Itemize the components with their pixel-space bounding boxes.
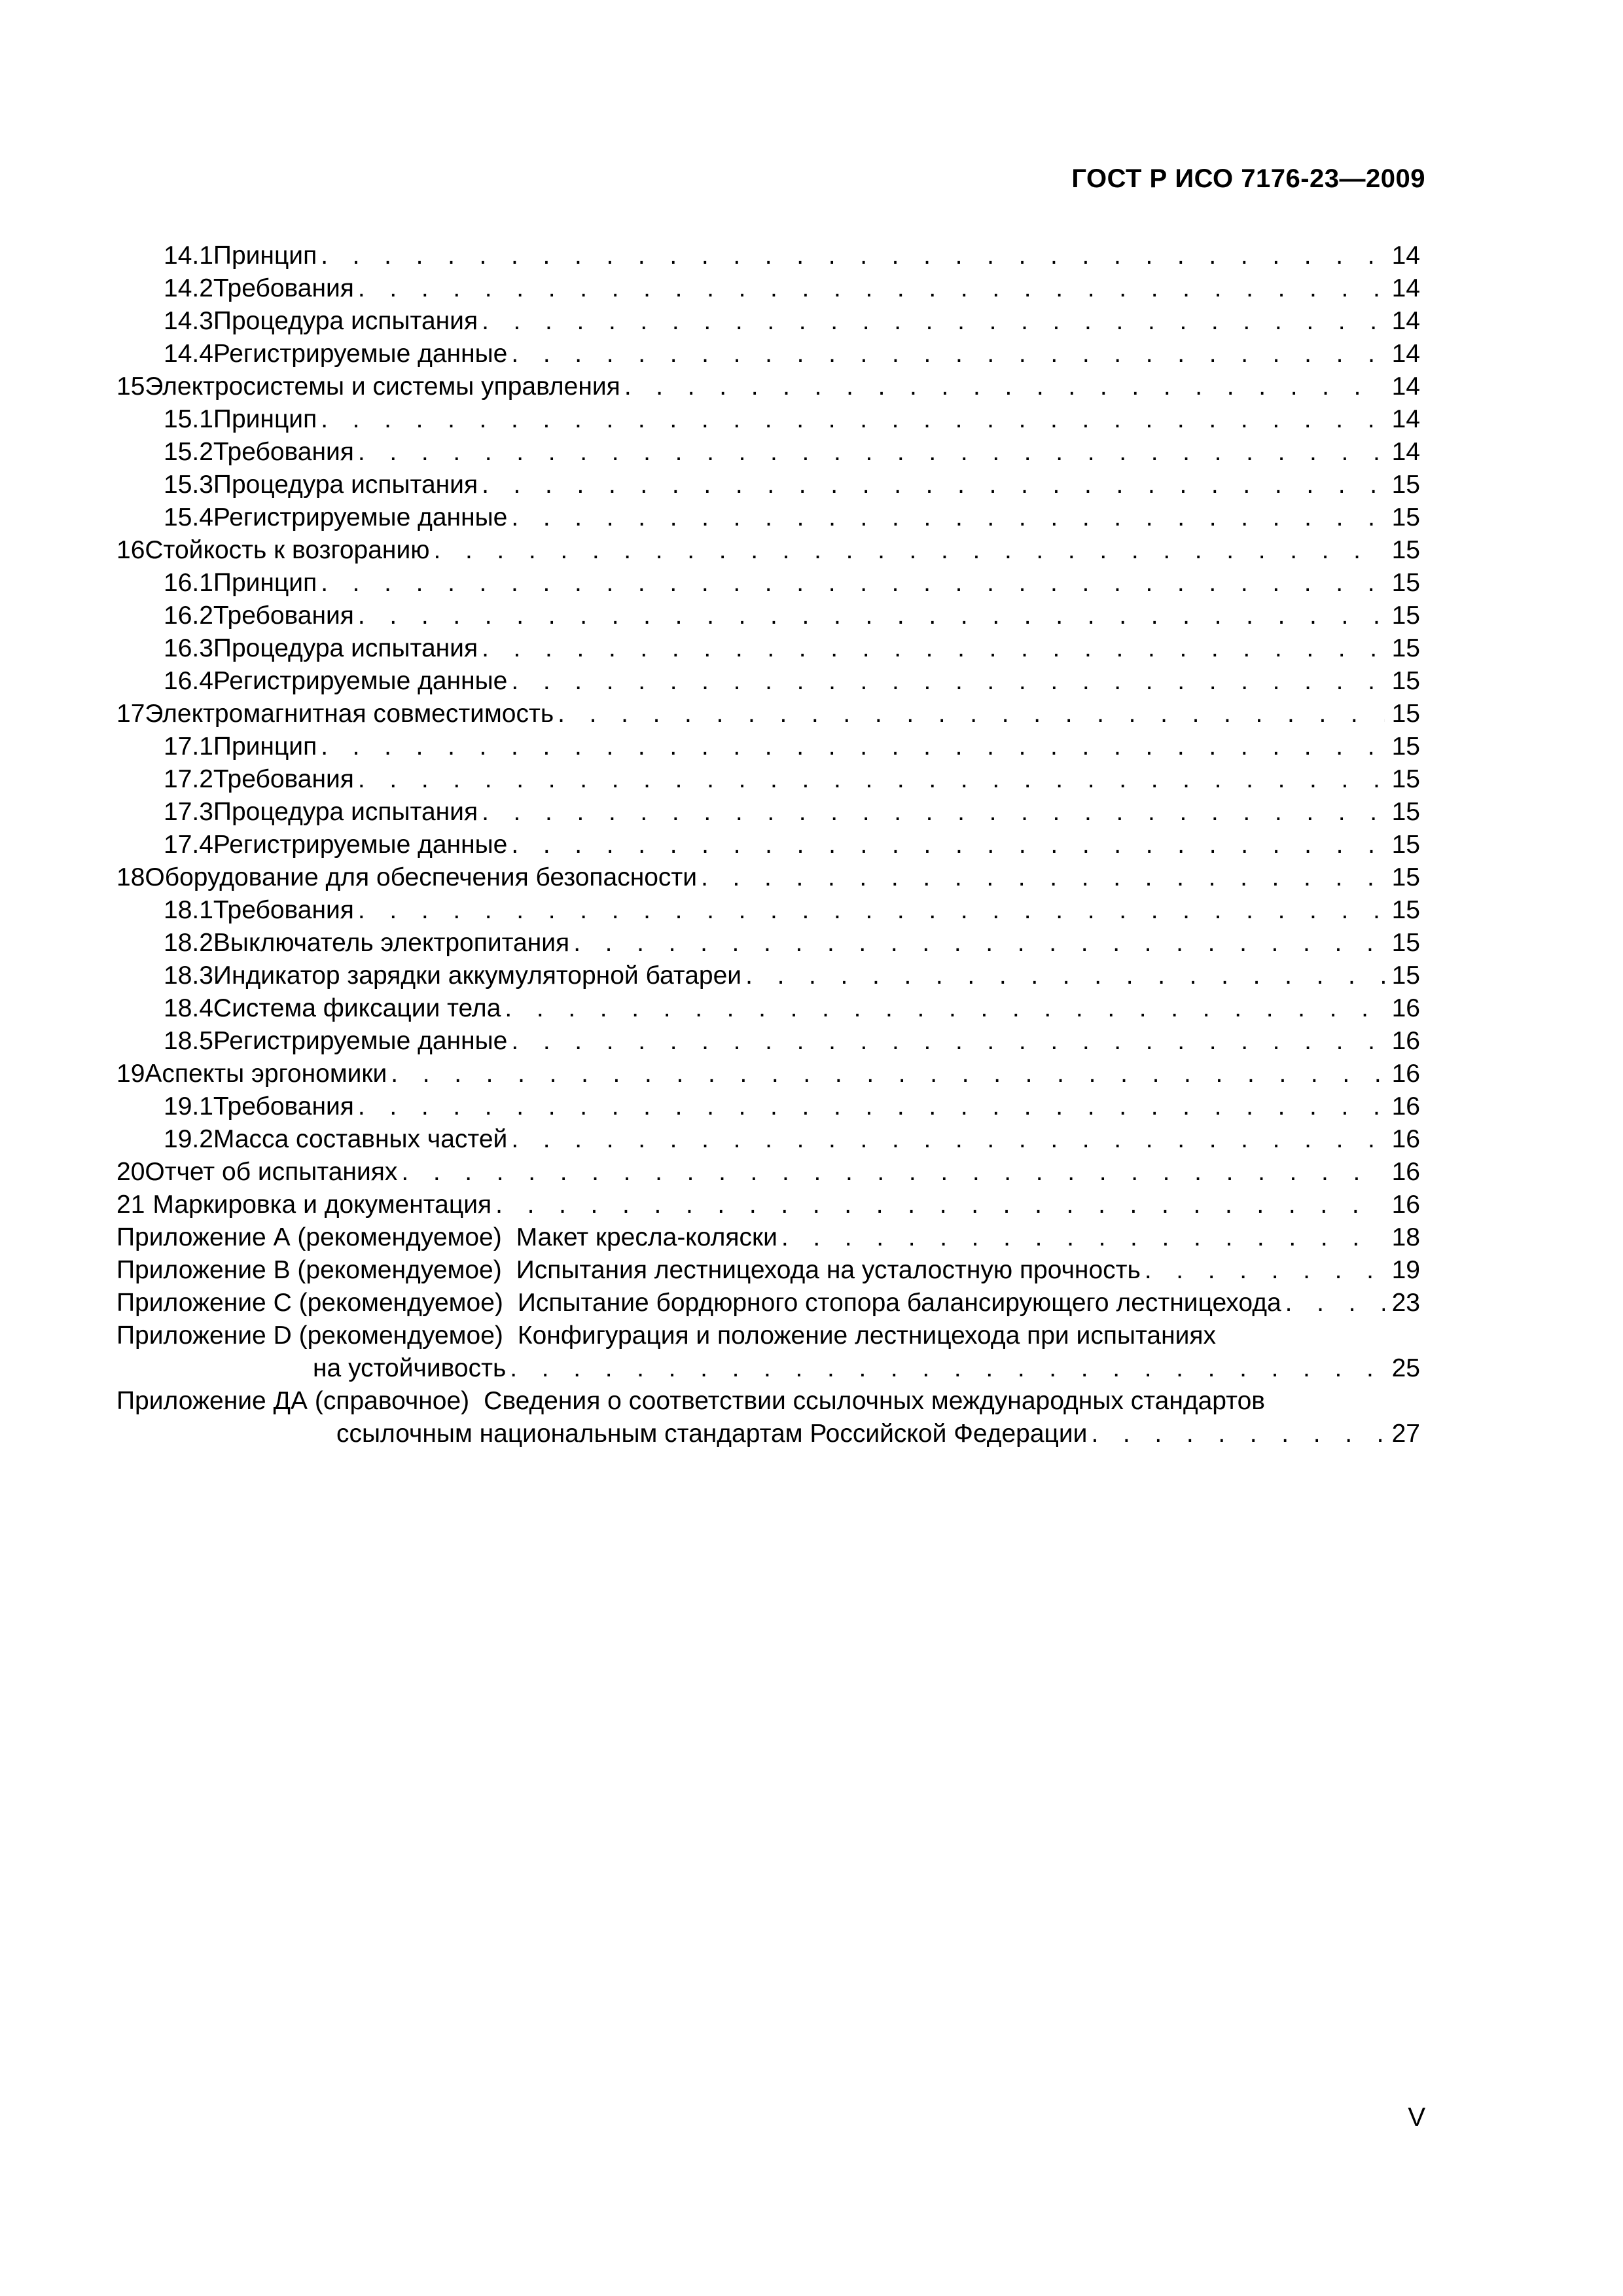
toc-entry-number: 18.1	[164, 896, 213, 924]
dot-leader	[358, 894, 1385, 927]
toc-entry-title: Процедура испытания	[213, 634, 478, 662]
toc-entry-number: 18.4	[164, 994, 213, 1022]
toc-entry[interactable]	[116, 305, 1420, 338]
toc-section-title: Оборудование для обеспечения безопасности	[145, 863, 698, 891]
toc-entry-page: 15	[1391, 798, 1420, 826]
toc-entry-page: 14	[1391, 242, 1420, 270]
toc-entry[interactable]	[116, 927, 1420, 960]
toc-entry[interactable]	[116, 436, 1420, 469]
toc-entry-number: 16.1	[164, 569, 213, 597]
toc-entry-number: 18.3	[164, 961, 213, 990]
toc-entry-number: 15.1	[164, 405, 213, 433]
toc-entry-number: 16.2	[164, 601, 213, 630]
toc-entry-title: Выключатель электропитания	[213, 929, 570, 957]
appendix-label: Приложение D (рекомендуемое)	[116, 1321, 503, 1350]
toc-entry-page: 14	[1391, 340, 1420, 368]
toc-entry-title: Требования	[213, 601, 354, 630]
dot-leader	[482, 469, 1385, 501]
toc-entry-page: 16	[1391, 1027, 1420, 1055]
dot-leader	[511, 665, 1385, 698]
toc-entry[interactable]	[116, 992, 1420, 1025]
toc-appendix-continuation[interactable]	[116, 1352, 1420, 1385]
toc-entry-page: 14	[1391, 405, 1420, 433]
toc-entry-number: 14.1	[164, 242, 213, 270]
dot-leader	[511, 1025, 1385, 1058]
dot-leader	[433, 534, 1385, 567]
dot-leader	[511, 338, 1385, 370]
toc-entry-page: 15	[1391, 732, 1420, 761]
dot-leader	[511, 501, 1385, 534]
toc-entry-title: Регистрируемые данные	[213, 503, 508, 531]
toc-appendix-continuation[interactable]	[116, 1418, 1420, 1450]
dot-leader	[1285, 1287, 1385, 1319]
toc-entry-number: 19.2	[164, 1125, 213, 1153]
dot-leader	[1145, 1254, 1385, 1287]
toc-entry-page: 15	[1391, 667, 1420, 695]
toc-section-number: 20	[116, 1158, 145, 1186]
dot-leader	[701, 861, 1385, 894]
toc-entry[interactable]	[116, 567, 1420, 600]
toc-entry-page: 15	[1391, 634, 1420, 662]
toc-entry[interactable]	[116, 632, 1420, 665]
toc-entry-number: 14.4	[164, 340, 213, 368]
appendix-title-continuation: на устойчивость	[313, 1354, 507, 1382]
appendix-title: Испытания лестницехода на усталостную прочность	[516, 1256, 1141, 1284]
toc-entry-title: Регистрируемые данные	[213, 340, 508, 368]
toc-entry[interactable]	[116, 730, 1420, 763]
toc-entry-title: Регистрируемые данные	[213, 667, 508, 695]
toc-entry-number: 14.2	[164, 274, 213, 302]
appendix-title: Макет кресла-коляски	[516, 1223, 777, 1251]
dot-leader	[624, 370, 1385, 403]
dot-leader	[321, 730, 1385, 763]
dot-leader	[482, 632, 1385, 665]
appendix-label: Приложение С (рекомендуемое)	[116, 1289, 503, 1317]
toc-entry-number: 17.4	[164, 831, 213, 859]
page-number: V	[1408, 2103, 1425, 2132]
toc-entry-number: 16.4	[164, 667, 213, 695]
toc-section-title: Аспекты эргономики	[145, 1060, 387, 1088]
toc-entry-title: Требования	[213, 1092, 354, 1121]
toc-section-page: 14	[1391, 372, 1420, 401]
toc-entry[interactable]	[116, 960, 1420, 992]
toc-entry-page: 15	[1391, 471, 1420, 499]
toc-entry-title: Требования	[213, 274, 354, 302]
toc-section-number: 18	[116, 863, 145, 891]
toc-entry-title: Принцип	[213, 732, 317, 761]
toc-entry-number: 15.4	[164, 503, 213, 531]
toc-entry[interactable]	[116, 272, 1420, 305]
toc-entry-page: 16	[1391, 1092, 1420, 1121]
dot-leader	[573, 927, 1385, 960]
toc-section-title: Электромагнитная совместимость	[145, 700, 554, 728]
dot-leader	[401, 1156, 1385, 1189]
dot-leader	[511, 829, 1385, 861]
toc-entry-page: 15	[1391, 601, 1420, 630]
dot-leader	[510, 1352, 1385, 1385]
toc-entry-title: Требования	[213, 765, 354, 793]
appendix-label: Приложение ДА (справочное)	[116, 1387, 470, 1415]
toc-entry-page: 15	[1391, 765, 1420, 793]
toc-entry-title: Требования	[213, 896, 354, 924]
toc-section-page: 16	[1391, 1191, 1420, 1219]
toc-section-page: 16	[1391, 1060, 1420, 1088]
toc-entry[interactable]	[116, 763, 1420, 796]
toc-appendix[interactable]	[116, 1221, 1420, 1254]
toc-section[interactable]	[116, 698, 1420, 730]
toc-entry-number: 18.5	[164, 1027, 213, 1055]
appendix-page: 19	[1391, 1256, 1420, 1284]
toc-section-title: Электросистемы и системы управления	[145, 372, 620, 401]
toc-entry[interactable]	[116, 240, 1420, 272]
appendix-page: 23	[1391, 1289, 1420, 1317]
dot-leader	[495, 1189, 1385, 1221]
toc-entry-number: 17.3	[164, 798, 213, 826]
dot-leader	[558, 698, 1385, 730]
table-of-contents	[116, 240, 1420, 1450]
toc-entry-number: 15.3	[164, 471, 213, 499]
dot-leader	[505, 992, 1385, 1025]
toc-entry-number: 17.1	[164, 732, 213, 761]
toc-entry[interactable]	[116, 338, 1420, 370]
toc-entry[interactable]	[116, 1123, 1420, 1156]
toc-entry-number: 17.2	[164, 765, 213, 793]
toc-entry[interactable]	[116, 665, 1420, 698]
toc-entry[interactable]	[116, 600, 1420, 632]
toc-section[interactable]	[116, 1058, 1420, 1090]
dot-leader	[321, 567, 1385, 600]
toc-entry-page: 15	[1391, 961, 1420, 990]
toc-entry-title: Принцип	[213, 405, 317, 433]
appendix-title: Испытание бордюрного стопора балансирующего лестницехода	[517, 1289, 1281, 1317]
toc-entry-title: Процедура испытания	[213, 471, 478, 499]
toc-entry[interactable]	[116, 1025, 1420, 1058]
toc-entry-page: 15	[1391, 569, 1420, 597]
toc-section[interactable]	[116, 370, 1420, 403]
toc-entry[interactable]	[116, 469, 1420, 501]
dot-leader	[358, 600, 1385, 632]
appendix-label: Приложение В (рекомендуемое)	[116, 1256, 502, 1284]
toc-section-title: Стойкость к возгоранию	[145, 536, 430, 564]
appendix-label: Приложение А (рекомендуемое)	[116, 1223, 502, 1251]
toc-entry[interactable]	[116, 501, 1420, 534]
dot-leader	[358, 1090, 1385, 1123]
dot-leader	[358, 272, 1385, 305]
toc-section-page: 15	[1391, 536, 1420, 564]
toc-section-page: 15	[1391, 863, 1420, 891]
toc-section[interactable]	[116, 861, 1420, 894]
appendix-page: 25	[1391, 1354, 1420, 1382]
toc-appendix[interactable]	[116, 1287, 1420, 1319]
toc-entry[interactable]	[116, 403, 1420, 436]
toc-entry-page: 14	[1391, 438, 1420, 466]
toc-entry-title: Регистрируемые данные	[213, 831, 508, 859]
dot-leader	[1091, 1418, 1385, 1450]
toc-section-title: Отчет об испытаниях	[145, 1158, 398, 1186]
toc-entry-title: Индикатор зарядки аккумуляторной батареи	[213, 961, 742, 990]
toc-entry[interactable]	[116, 1090, 1420, 1123]
toc-entry-title: Масса составных частей	[213, 1125, 508, 1153]
toc-appendix[interactable]	[116, 1254, 1420, 1287]
appendix-page: 18	[1391, 1223, 1420, 1251]
dot-leader	[321, 240, 1385, 272]
appendix-title: Конфигурация и положение лестницехода при испытаниях	[517, 1321, 1217, 1350]
toc-entry-page: 15	[1391, 929, 1420, 957]
toc-entry-number: 14.3	[164, 307, 213, 335]
toc-section-number: 19	[116, 1060, 145, 1088]
toc-section[interactable]	[116, 1156, 1420, 1189]
dot-leader	[482, 796, 1385, 829]
toc-section-title: Маркировка и документация	[152, 1191, 492, 1219]
dot-leader	[781, 1221, 1385, 1254]
dot-leader	[391, 1058, 1385, 1090]
dot-leader	[511, 1123, 1385, 1156]
document-designation: ГОСТ Р ИСО 7176-23—2009	[1071, 164, 1425, 193]
appendix-title-continuation: ссылочным национальным стандартам Российской Федерации	[336, 1420, 1088, 1448]
toc-entry[interactable]	[116, 829, 1420, 861]
toc-entry-title: Принцип	[213, 242, 317, 270]
dot-leader	[358, 436, 1385, 469]
toc-entry[interactable]	[116, 894, 1420, 927]
toc-entry-page: 14	[1391, 274, 1420, 302]
dot-leader	[321, 403, 1385, 436]
appendix-page: 27	[1391, 1420, 1420, 1448]
toc-entry-title: Регистрируемые данные	[213, 1027, 508, 1055]
toc-entry-page: 15	[1391, 503, 1420, 531]
toc-section-number: 21	[116, 1191, 145, 1219]
toc-entry-number: 15.2	[164, 438, 213, 466]
toc-entry-title: Принцип	[213, 569, 317, 597]
toc-entry-page: 15	[1391, 831, 1420, 859]
toc-entry-page: 15	[1391, 896, 1420, 924]
toc-entry-title: Требования	[213, 438, 354, 466]
toc-entry[interactable]	[116, 796, 1420, 829]
toc-appendix[interactable]	[116, 1385, 1420, 1418]
toc-section[interactable]	[116, 534, 1420, 567]
toc-section-page: 15	[1391, 700, 1420, 728]
toc-section[interactable]	[116, 1189, 1420, 1221]
toc-entry-number: 18.2	[164, 929, 213, 957]
toc-entry-title: Процедура испытания	[213, 307, 478, 335]
toc-section-page: 16	[1391, 1158, 1420, 1186]
dot-leader	[482, 305, 1385, 338]
toc-entry-page: 16	[1391, 994, 1420, 1022]
toc-section-number: 17	[116, 700, 145, 728]
toc-entry-number: 16.3	[164, 634, 213, 662]
toc-section-number: 16	[116, 536, 145, 564]
toc-entry-number: 19.1	[164, 1092, 213, 1121]
toc-entry-title: Процедура испытания	[213, 798, 478, 826]
toc-entry-title: Система фиксации тела	[213, 994, 501, 1022]
toc-section-number: 15	[116, 372, 145, 401]
toc-entry-page: 16	[1391, 1125, 1420, 1153]
toc-appendix[interactable]	[116, 1319, 1420, 1352]
toc-entry-page: 14	[1391, 307, 1420, 335]
dot-leader	[358, 763, 1385, 796]
dot-leader	[745, 960, 1385, 992]
appendix-title: Сведения о соответствии ссылочных международных стандартов	[484, 1387, 1265, 1415]
